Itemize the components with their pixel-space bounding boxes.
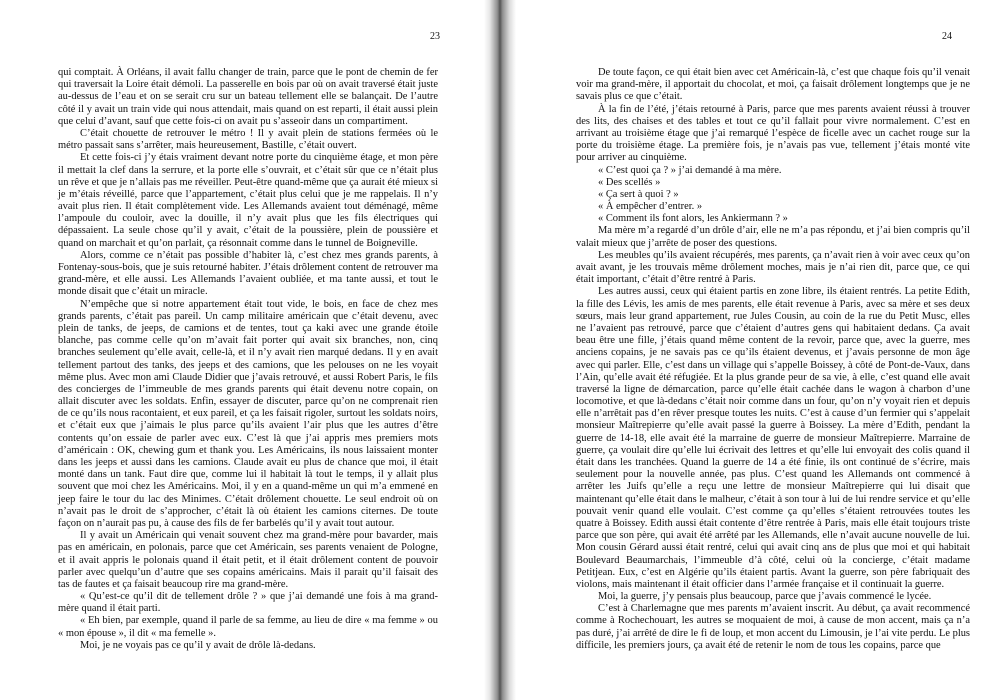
paragraph: Les autres aussi, ceux qui étaient partis en zone libre, ils étaient rentrés. La petite Edith, la fille des Lévis, les amis de mes parents, elle était revenue à Paris, avec sa mère et ses deux sœurs, mais leur grand appartement, rue Jules Cousin, au coin de la rue du Petit Musc, elles ne l’avaient pas retrouvé, parce que c’étaient d’autres gens qui habitaient dedans. Ça avait beau être une fille, j’étais quand même content de la revoir, parce que, avec la guerre, mes anciens copains, je ne savais pas ce qu’ils étaient devenus, et j’avais personne de mon âge avec qui parler. Elle, c’est dans un village qui s’appelle Boissey, à côté de Pont-de-Vaux, dans l’Ain, qu’elle avait été réfugiée. Et la plus grande peur de sa vie, à elle, c’est quand elle avait traversé la ligne de démarcation, parce qu’elle était cachée dans le wagon à charbon d’une locomotive, et que là-dedans c’était noir comme dans un four, qu’on n’y voyait rien et depuis elle n’arrêtait pas d’en rêver presque toutes les nuits. C’est à cause d’un fermier qui s’appelait monsieur Maîtrepierre qu’elle avait passé la guerre à Boissey. La mère d’Edith, pendant la guerre de 14-18, elle avait été la marraine de guerre de monsieur Maîtrepierre. Marraine de guerre, ça voulait dire qu’elle lui écrivait des lettres et qu’elle lui envoyait des colis quand il était dans les tranchées. Quand la guerre de 14 a été finie, ils ont continué de s’écrire, mais seulement pour la nouvelle année, pas plus. C’est quand les Allemands ont commencé à arrêter les Juifs qu’elle a reçu une lettre de monsieur Maîtrepierre qui lui disait que maintenant qu’elle était dans le malheur, c’était à son tour à lui de lui rendre service et qu’elle pouvait venir quand elle voulait. C’est comme ça qu’elles s’étaient retrouvées toutes les quatre à Boissey. Edith aussi était contente d’être rentrée à Paris, mais elle était toujours triste parce que son père, qui avait été arrêté par les Allemands, elle n’avait aucune nouvelle de lui. Mon cousin Gérard aussi était rentré, celui qui avait cinq ans de plus que moi et qui habitait Boulevard Beaumarchais, l’immeuble d’à côté, celui où la concierge, c’était madame Petitjean. Eux, c’est en Algérie qu’ils étaient partis. Avant la guerre, son père fabriquait des violons, mais maintenant il était officier dans l’armée française et il continuait la guerre.: [576, 286, 970, 590]
right-page: [510, 0, 1000, 700]
paragraph: Moi, la guerre, j’y pensais plus beaucoup, parce que j’avais commencé le lycée.: [598, 591, 932, 603]
paragraph: De toute façon, ce qui était bien avec cet Américain-là, c’est que chaque fois qu’il venait voir ma grand-mère, il apportait du chocolat, et moi, ça faisait drôlement longtemps que je ne savais plus ce que c’était.: [576, 67, 970, 103]
paragraph: « Qu’est-ce qu’il dit de tellement drôle ? » que j’ai demandé une fois à ma grand-mère quand il était parti.: [58, 591, 438, 615]
page-text: [58, 67, 438, 652]
paragraph: « Comment ils font alors, les Ankiermann ? »: [598, 213, 788, 225]
paragraph: À la fin de l’été, j’étais retourné à Paris, parce que mes parents avaient réussi à trouver des lits, des chaises et des tables et tout ce qu’il fallait pour vivre normalement. C’est en arrivant au troisième étage que j’ai remarqué l’espèce de ficelle avec un cachet rouge sur la porte du troisième étage. La première fois, je n’avais pas vue, tellement j’étais monté vite pour arriver au cinquième.: [576, 103, 970, 164]
paragraph: « Ça sert à quoi ? »: [598, 188, 679, 200]
paragraph: « À empêcher d’entrer. »: [598, 201, 703, 213]
paragraph: C’est à Charlemagne que mes parents m’avaient inscrit. Au début, ça avait recommencé comme à Rochechouart, les autres se moquaient de moi, à cause de mon accent, mais ça n’a pas duré, j’ai arrêté de dire le fi de loup, et mon accent du Limousin, je l’ai vite perdu. Le plus difficile, les premiers jours, ça avait été de retenir le nom de tous les copains, parce que: [576, 603, 970, 651]
left-page: [0, 0, 490, 700]
book-gutter-shadow: [484, 0, 516, 700]
paragraph: Et cette fois-ci j’y étais vraiment devant notre porte du cinquième étage, et mon père il mettait la clef dans la serrure, et la porte elle s’ouvrait, et c’était sûr que ce n’était plus un rêve et que je n’allais pas me réveiller. Peut-être quand-même que ça aurait été mieux si je m’étais réveillé, parce que l’appartement, c’était plus celui que je me rappelais. Il n’y avait plus rien. Il était complètement vide. Les Allemands avaient tout déménagé, même l’ampoule du couloir, avec la douille, il n’y avait plus que les fils électriques qui dépassaient. La seule chose qu’il y avait, c’était de la poussière, plein de poussière et quand on marchait et qu’on parlait, ça résonnait comme dans le tunnel de Boigneville.: [58, 152, 438, 249]
paragraph: C’était chouette de retrouver le métro ! Il y avait plein de stations fermées où le métro passait sans s’arrêter, mais heureusement, Bastille, c’était ouvert.: [58, 127, 438, 152]
page-text: [576, 67, 970, 652]
paragraph: Les meubles qu’ils avaient récupérés, mes parents, ça n’avait rien à voir avec ceux qu’on avait avant, je les trouvais même drôlement moches, mais je n’ai rien dit, parce que, ce qui était important, c’était d’être rentré à Paris.: [576, 249, 970, 286]
paragraph: N’empêche que si notre appartement était tout vide, le bois, en face de chez mes grands parents, c’était pas pareil. Un camp militaire américain que c’était devenu, avec plein de tanks, de jeeps, de camions et de tentes, tout ça kaki avec une grande étoile blanche, pas comme celle qu’on m’avait fait porter qui avait six branches, non, cinq branches seulement qu’elle avait, celle-là, et il n’y avait rien marqué dedans. Il y en avait tellement partout des tanks, des jeeps et des camions, que les pelouses on ne les voyait même plus. Avec mon ami Claude Didier que j’avais retrouvé, et aussi Robert Paris, le fils des concierges de l’immeuble de mes grands parents qui était devenu notre copain, on allait discuter avec les soldats. Enfin, essayer de discuter, parce qu’on ne comprenait rien de ce qu’ils nous racontaient, et eux pareil, et ça les faisait rigoler, surtout les soldats noirs, et c’était eux que j’aimais le plus parce qu’ils avaient l’air plus que les autres d’être contents qu’on essaie de parler avec eux. C’est là que j’ai appris mes premiers mots d’américain : OK, chewing gum et thank you. Les Américains, ils nous laissaient monter dans les jeeps et aussi dans les camions. Claude avait eu plus de chance que moi, il était monté dans un tank. Faut dire que, comme lui il habitait là tout le temps, il y allait plus souvent que moi chez les Américains. Moi, il y en a quand-même un qui m’a emmené en jeep faire le tour du lac des Minimes. C’était drôlement chouette. Le seul endroit où on n’avait pas le droit de s’approcher, c’était là où étaient les camions citernes. De toute façon on n’aurait pas pu, à cause des fils de fer barbelés qu’il y avait tout autour.: [58, 298, 438, 529]
paragraph: qui comptait. À Orléans, il avait fallu changer de train, parce que le pont de chemin de fer qui traversait la Loire était démoli. La passerelle en bois par où on avait traversé était juste au-dessus de l’eau et on se serait cru sur un bateau tellement elle se balançait. De l’autre côté il y avait un train vide qui nous attendait, mais quand on est reparti, il était aussi plein que celui d’avant, sauf que cette fois-ci on avait pu s’asseoir dans un compartiment.: [58, 67, 438, 127]
paragraph: « Eh bien, par exemple, quand il parle de sa femme, au lieu de dire « ma femme » ou « mon épouse », il dit « ma femelle ».: [58, 615, 438, 639]
paragraph: « C’est quoi ça ? » j’ai demandé à ma mère.: [598, 164, 782, 176]
paragraph: « Des scellés »: [598, 176, 661, 188]
paragraph: Moi, je ne voyais pas ce qu’il y avait de drôle là-dedans.: [80, 639, 316, 651]
paragraph: Il y avait un Américain qui venait souvent chez ma grand-mère pour bavarder, mais pas en américain, en polonais, parce que cet Américain, ses parents venaient de Pologne, et il avait appris le polonais quand il était petit, et il était drôlement content de pouvoir parler avec quelqu’un d’autre que ses copains américains. Mais il parait qu’il faisait des tas de fautes et ça faisait beaucoup rire ma grand-mère.: [58, 530, 438, 590]
page-number: 24: [942, 31, 952, 42]
paragraph: Alors, comme ce n’était pas possible d’habiter là, c’est chez mes grands parents, à Fontenay-sous-bois, que je suis retourné habiter. J’étais drôlement content de retrouver ma grand-mère, et elle aussi. Les Allemands l’avaient oubliée, et ma tante aussi, et tout le monde disait que c’était un miracle.: [58, 249, 438, 298]
paragraph: Ma mère m’a regardé d’un drôle d’air, elle ne m’a pas répondu, et j’ai bien compris qu’il valait mieux que j’arrête de poser des questions.: [576, 225, 970, 249]
page-number: 23: [430, 31, 440, 42]
